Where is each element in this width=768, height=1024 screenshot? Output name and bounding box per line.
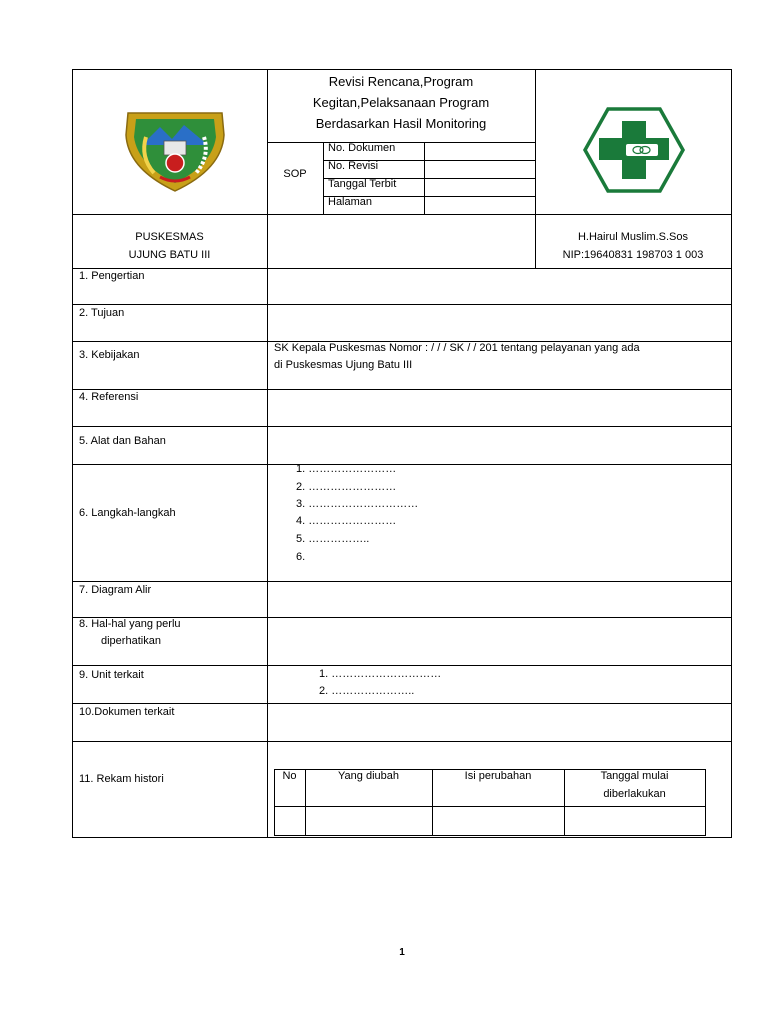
unit-item: 2. …………………..	[319, 685, 415, 697]
section-diagram-alir: 7. Diagram Alir	[79, 584, 152, 596]
section-referensi: 4. Referensi	[79, 391, 139, 403]
regional-emblem-logo	[120, 107, 230, 193]
no-dokumen-label: No. Dokumen	[328, 142, 396, 154]
history-header-diberlakukan: diberlakukan	[603, 788, 666, 800]
tanggal-terbit-label: Tanggal Terbit	[328, 178, 397, 190]
section-rekam-histori: 11. Rekam histori	[79, 773, 164, 785]
section-tujuan: 2. Tujuan	[79, 307, 125, 319]
langkah-item: 3. …………………………	[296, 498, 419, 510]
history-header-no: No	[282, 770, 297, 782]
langkah-item: 1. ……………………	[296, 463, 397, 475]
page-number: 1	[399, 947, 405, 958]
section-kebijakan: 3. Kebijakan	[79, 349, 140, 361]
history-header-tanggal-mulai: Tanggal mulai	[600, 770, 669, 782]
signatory-nip: NIP:19640831 198703 1 003	[562, 249, 704, 261]
section-hal-hal-line-2: diperhatikan	[101, 635, 161, 647]
institution-name-line-2: UJUNG BATU III	[128, 249, 211, 261]
kebijakan-text-line-2: di Puskesmas Ujung Batu III	[274, 359, 413, 371]
langkah-item: 4. ……………………	[296, 515, 397, 527]
puskesmas-cross-logo	[582, 107, 686, 193]
sop-label: SOP	[283, 168, 307, 180]
section-dokumen-terkait: 10.Dokumen terkait	[79, 706, 175, 718]
unit-item: 1. …………………………	[319, 668, 442, 680]
history-header-isi-perubahan: Isi perubahan	[464, 770, 532, 782]
halaman-label: Halaman	[328, 196, 373, 208]
no-revisi-label: No. Revisi	[328, 160, 379, 172]
history-header-yang-diubah: Yang diubah	[338, 770, 399, 782]
langkah-item: 2. ……………………	[296, 481, 397, 493]
institution-name-line-1: PUSKESMAS	[135, 231, 204, 243]
langkah-item: 6.	[296, 551, 306, 563]
section-alat-bahan: 5. Alat dan Bahan	[79, 435, 166, 447]
section-unit-terkait: 9. Unit terkait	[79, 669, 144, 681]
document-title-line-1: Revisi Rencana,Program	[328, 74, 474, 89]
langkah-item: 5. ……………..	[296, 533, 370, 545]
kebijakan-text-line-1: SK Kepala Puskesmas Nomor : / / / SK / / 201 tentang pelayanan yang ada	[274, 342, 640, 354]
document-title-line-2: Kegitan,Pelaksanaan Program	[312, 95, 490, 110]
document-title-line-3: Berdasarkan Hasil Monitoring	[315, 116, 487, 131]
section-pengertian: 1. Pengertian	[79, 270, 145, 282]
section-langkah: 6. Langkah-langkah	[79, 507, 176, 519]
section-hal-hal-line-1: 8. Hal-hal yang perlu	[79, 618, 181, 630]
signatory-name: H.Hairul Muslim.S.Sos	[577, 231, 689, 243]
